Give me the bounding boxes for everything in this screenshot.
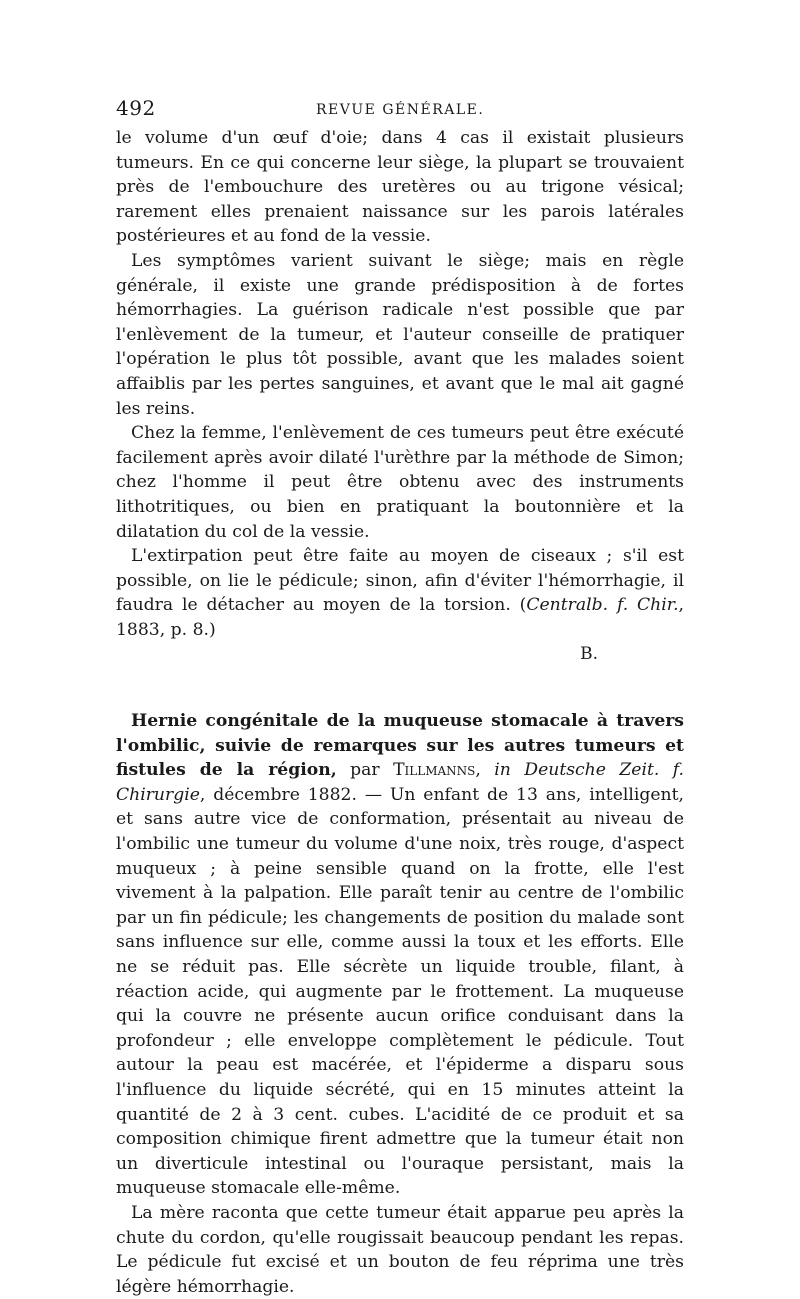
article-author: Tillmanns — [393, 760, 476, 781]
article-title: Hernie congénitale de la muqueuse stomacale à travers l'ombilic, suivie de remarques sur les autres tumeurs et fistules de la région, — [116, 711, 684, 781]
page-header — [116, 96, 684, 126]
page-number: 492 — [116, 96, 156, 120]
paragraph-extirpation — [116, 544, 684, 642]
source-details: , 1883, p. 8.) — [116, 595, 685, 640]
article-hernie-intro: Hernie congénitale de la muqueuse stomacale à travers l'ombilic, suivie de remarques sur les autres tumeurs et fistules de la région, par Tillmanns, in Deutsche Zeit. f. Chirurgie, décembre 1882. — Un enfant de 13 ans, intelligent, et sans autre vice de conformation, présentait au niveau de l'ombilic une tumeur du volume d'une noix, très rouge, d'aspect muqueux ; à peine sensible quand on la frotte, elle l'est vivement à la palpation. Elle paraît tenir au centre de l'ombilic par un fin pédicule; les changements de position du malade sont sans influence sur elle, comme aussi la toux et les efforts. Elle ne se réduit pas. Elle sécrète un liquide trouble, filant, à réaction acide, qui augmente par le frottement. La muqueuse qui la couvre ne présente aucun orifice conduisant dans la profondeur ; elle enveloppe complètement le pédicule. Tout autour la peau est macérée, et l'épiderme a disparu sous l'influence du liquide sécrété, qui en 15 minutes atteint la quantité de 2 à 3 cent. cubes. L'acidité de ce produit et sa composition chimique firent admettre que la tumeur était non un diverticule intestinal ou l'ouraque persistant, mais la muqueuse stomacale elle-même. — [116, 711, 684, 1199]
article-body: , décembre 1882. — Un enfant de 13 ans, intelligent, et sans autre vice de conformation, présentait au niveau de l'ombilic une tumeur du volume d'une noix, très rouge, d'aspect muqueux ; à peine sensible quand on la frotte, elle l'est vivement à la palpation. Elle paraît tenir au centre de l'ombilic par un fin pédicule; les changements de position du malade sont sans influence sur elle, comme aussi la toux et les efforts. Elle ne se réduit pas. Elle sécrète un liquide trouble, filant, à réaction acide, qui augmente par le frottement. La muqueuse qui la couvre ne présente aucun orifice conduisant dans la profondeur ; elle enveloppe complètement le pédicule. Tout autour la peau est macérée, et l'épiderme a disparu sous l'influence du liquide sécrété, qui en 15 minutes atteint la quantité de 2 à 3 cent. cubes. L'acidité de ce produit et sa composition chimique firent admettre que la tumeur était non un diverticule intestinal ou l'ouraque persistant, mais la muqueuse stomacale elle-même. — [116, 784, 684, 1199]
paragraph-mother-account: La mère raconta que cette tumeur était apparue peu après la chute du cordon, qu'elle rougissait beaucoup pendant les repas. Le pédicule fut excisé et un bouton de feu réprima une très légère hémorrhagie. — [116, 1202, 684, 1297]
by-word: par — [350, 760, 380, 781]
extirpation-text: L'extirpation peut être faite au moyen de ciseaux ; s'il est possible, on lie le pédicule; sinon, afin d'éviter l'hémorrhagie, il faudra le détacher au moyen de la torsion. ( — [116, 546, 684, 616]
book-page — [116, 96, 684, 1299]
source-journal: Centralb. f. Chir. — [526, 595, 679, 616]
paragraph-symptoms: Les symptômes varient suivant le siège; mais en règle générale, il existe une grande prédisposition à de fortes hémorrhagies. La guérison radicale n'est possible que par l'enlèvement de la tumeur, et l'auteur conseille de pratiquer l'opération le plus tôt possible, avant que les malades soient affaiblis par les pertes sanguines, et avant que le mal ait gagné les reins. — [116, 250, 684, 419]
article-separator — [116, 667, 684, 709]
paragraph-removal: Chez la femme, l'enlèvement de ces tumeurs peut être exécuté facilement après avoir dilaté l'urèthre par la méthode de Simon; chez l'homme il peut être obtenu avec des instruments lithotritiques, ou bien en pratiquant la boutonnière et la dilatation du col de la vessie. — [116, 423, 684, 542]
article-source: in Deutsche Zeit. f. Chirurgie — [116, 760, 684, 805]
paragraph-tumor-location: le volume d'un œuf d'oie; dans 4 cas il existait plusieurs tumeurs. En ce qui concerne leur siège, la plupart se trouvaient près de l'embouchure des uretères ou au trigone vésical; rarement elles prenaient naissance sur les parois latérales postérieures et au fond de la vessie. — [116, 128, 684, 247]
author-signature: B. — [580, 644, 598, 665]
running-head: REVUE GÉNÉRALE. — [316, 102, 485, 118]
